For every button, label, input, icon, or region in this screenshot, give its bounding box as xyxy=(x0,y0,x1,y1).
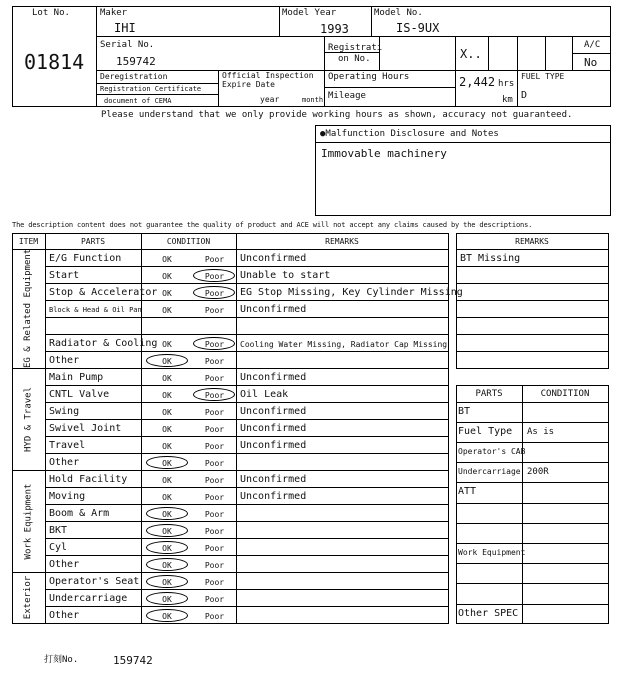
registration-label-1: Registrati xyxy=(328,43,383,53)
fuel-type-value: D xyxy=(521,90,528,101)
part-name: Swivel Joint xyxy=(49,423,122,434)
remark-text: Unconfirmed xyxy=(240,491,307,502)
condition-ok: OK xyxy=(162,442,172,451)
condition-poor: Poor xyxy=(204,578,225,587)
condition-poor: Poor xyxy=(204,289,225,298)
part-name: Other xyxy=(49,457,80,468)
model-no-value: IS-9UX xyxy=(396,21,440,35)
condition-ok: OK xyxy=(162,425,172,434)
document-cema-label: document of CEMA xyxy=(104,97,172,105)
notice-hours: Please understand that we only provide working hours as shown, accuracy not guaranteed. xyxy=(101,110,573,120)
ok-circle-mark xyxy=(146,575,188,588)
condition-ok: OK xyxy=(162,510,172,519)
part-name: Swing xyxy=(49,406,80,417)
serial-no-value: 159742 xyxy=(116,55,156,68)
side-part-condition: 200R xyxy=(527,467,549,477)
condition-poor: Poor xyxy=(204,425,225,434)
condition-poor: Poor xyxy=(204,272,225,281)
part-name: Moving xyxy=(49,491,86,502)
remark-text: EG Stop Missing, Key Cylinder Missing xyxy=(240,287,463,298)
part-name: Cyl xyxy=(49,542,68,553)
year-label: year xyxy=(260,95,280,104)
maker-label: Maker xyxy=(100,8,128,18)
condition-ok: OK xyxy=(162,578,172,587)
part-name: Radiator & Cooling xyxy=(49,338,158,349)
header-condition: CONDITION xyxy=(166,237,211,246)
lot-no-value: 01814 xyxy=(24,50,85,74)
part-name: Other xyxy=(49,610,80,621)
group-label: Work Equipment xyxy=(23,483,33,559)
registration-certificate-label: Registration Certificate xyxy=(100,85,202,93)
side-remarks-header: REMARKS xyxy=(515,237,549,246)
condition-ok: OK xyxy=(162,391,172,400)
poor-circle-mark xyxy=(193,286,235,299)
condition-ok: OK xyxy=(162,561,172,570)
ok-circle-mark xyxy=(146,541,188,554)
side-part-name: Operator's CAB xyxy=(458,447,526,456)
remark-text: Cooling Water Missing, Radiator Cap Missing xyxy=(240,340,448,349)
ok-circle-mark xyxy=(146,609,188,622)
side-condition-header: CONDITION xyxy=(540,389,590,399)
remark-text: Unconfirmed xyxy=(240,423,307,434)
condition-ok: OK xyxy=(162,272,172,281)
deregistration-label: Deregistration xyxy=(100,72,168,81)
side-remark-text: BT Missing xyxy=(460,253,521,264)
serial-no-label: Serial No. xyxy=(100,40,155,50)
condition-poor: Poor xyxy=(204,374,225,383)
condition-poor: Poor xyxy=(204,493,225,502)
header-parts: PARTS xyxy=(80,237,106,246)
remark-text: Unconfirmed xyxy=(240,406,307,417)
ok-circle-mark xyxy=(146,558,188,571)
side-part-name: Work Equipment xyxy=(458,548,526,557)
condition-ok: OK xyxy=(162,527,172,536)
part-name: Stop & Accelerator xyxy=(49,287,158,298)
side-part-name: Fuel Type xyxy=(458,426,513,437)
condition-poor: Poor xyxy=(204,255,225,264)
condition-ok: OK xyxy=(162,289,172,298)
condition-poor: Poor xyxy=(204,391,225,400)
maker-value: IHI xyxy=(114,21,136,35)
model-year-value: 1993 xyxy=(320,22,349,36)
ac-value: No xyxy=(584,56,598,69)
condition-ok: OK xyxy=(162,544,172,553)
group-label: EG & Related Equipment xyxy=(23,248,33,368)
ok-circle-mark xyxy=(146,592,188,605)
ok-circle-mark xyxy=(146,524,188,537)
condition-ok: OK xyxy=(162,493,172,502)
part-name: E/G Function xyxy=(49,253,122,264)
hrs-unit: hrs xyxy=(498,79,515,89)
ok-circle-mark xyxy=(146,456,188,469)
condition-ok: OK xyxy=(162,595,172,604)
condition-ok: OK xyxy=(162,357,172,366)
condition-poor: Poor xyxy=(204,595,225,604)
operating-hours-value: 2,442 xyxy=(459,75,496,89)
remark-text: Oil Leak xyxy=(240,389,289,400)
ok-circle-mark xyxy=(146,507,188,520)
km-unit: km xyxy=(502,95,513,105)
remark-text: Unable to start xyxy=(240,270,331,281)
condition-poor: Poor xyxy=(204,612,225,621)
part-name: Other xyxy=(49,355,80,366)
malfunction-text: Immovable machinery xyxy=(321,147,447,160)
condition-poor: Poor xyxy=(204,544,225,553)
condition-ok: OK xyxy=(162,306,172,315)
inspection-label-1: Official Inspection xyxy=(222,71,314,80)
month-label: month xyxy=(302,96,324,104)
model-no-label: Model No. xyxy=(374,8,423,18)
side-part-condition: As is xyxy=(527,427,555,437)
remark-text: Unconfirmed xyxy=(240,253,307,264)
part-name: Block & Head & Oil Pan xyxy=(49,306,142,314)
remark-text: Unconfirmed xyxy=(240,440,307,451)
condition-poor: Poor xyxy=(204,357,225,366)
side-part-name: Undercarriage xyxy=(458,467,521,476)
condition-poor: Poor xyxy=(204,442,225,451)
ok-circle-mark xyxy=(146,354,188,367)
condition-ok: OK xyxy=(162,459,172,468)
header-remarks: REMARKS xyxy=(325,237,359,246)
poor-circle-mark xyxy=(193,388,235,401)
condition-poor: Poor xyxy=(204,340,225,349)
group-label: HYD & Travel xyxy=(23,386,33,452)
condition-ok: OK xyxy=(162,476,172,485)
operating-hours-label: Operating Hours xyxy=(328,72,410,82)
condition-ok: OK xyxy=(162,255,172,264)
condition-ok: OK xyxy=(162,374,172,383)
poor-circle-mark xyxy=(193,337,235,350)
remark-text: Unconfirmed xyxy=(240,372,307,383)
remark-text: Unconfirmed xyxy=(240,304,307,315)
inspection-label-2: Expire Date xyxy=(222,80,275,89)
ac-label: A/C xyxy=(584,40,601,50)
condition-poor: Poor xyxy=(204,476,225,485)
mileage-label: Mileage xyxy=(328,91,366,101)
part-name: BKT xyxy=(49,525,68,536)
part-name: Undercarriage xyxy=(49,593,128,604)
condition-poor: Poor xyxy=(204,527,225,536)
header-item: ITEM xyxy=(18,237,39,246)
part-name: Travel xyxy=(49,440,86,451)
side-part-name: Other SPEC xyxy=(458,608,519,619)
condition-poor: Poor xyxy=(204,510,225,519)
condition-ok: OK xyxy=(162,340,172,349)
poor-circle-mark xyxy=(193,269,235,282)
part-name: Operator's Seat xyxy=(49,576,140,587)
fuel-type-label: FUEL TYPE xyxy=(521,72,565,81)
registration-label-2: on No. xyxy=(338,54,371,64)
malfunction-title: ●Malfunction Disclosure and Notes xyxy=(320,129,499,139)
stamp-value: 159742 xyxy=(113,654,153,667)
side-part-name: BT xyxy=(458,406,471,417)
condition-poor: Poor xyxy=(204,459,225,468)
disclaimer: The description content does not guarantee the quality of product and ACE will not accept any claims caused by the descriptions. xyxy=(12,221,533,229)
remark-text: Unconfirmed xyxy=(240,474,307,485)
registration-value: X.. xyxy=(460,47,482,61)
part-name: Other xyxy=(49,559,80,570)
side-parts-header: PARTS xyxy=(475,389,503,399)
part-name: Boom & Arm xyxy=(49,508,110,519)
stamp-label: 打刻No. xyxy=(44,655,79,665)
part-name: Start xyxy=(49,270,80,281)
side-part-name: ATT xyxy=(458,486,477,497)
condition-ok: OK xyxy=(162,408,172,417)
group-label: Exterior xyxy=(23,575,33,620)
condition-ok: OK xyxy=(162,612,172,621)
condition-poor: Poor xyxy=(204,561,225,570)
part-name: Hold Facility xyxy=(49,474,128,485)
part-name: Main Pump xyxy=(49,372,104,383)
model-year-label: Model Year xyxy=(282,8,337,18)
condition-poor: Poor xyxy=(204,408,225,417)
lot-no-label: Lot No. xyxy=(32,8,70,18)
condition-poor: Poor xyxy=(204,306,225,315)
part-name: CNTL Valve xyxy=(49,389,110,400)
